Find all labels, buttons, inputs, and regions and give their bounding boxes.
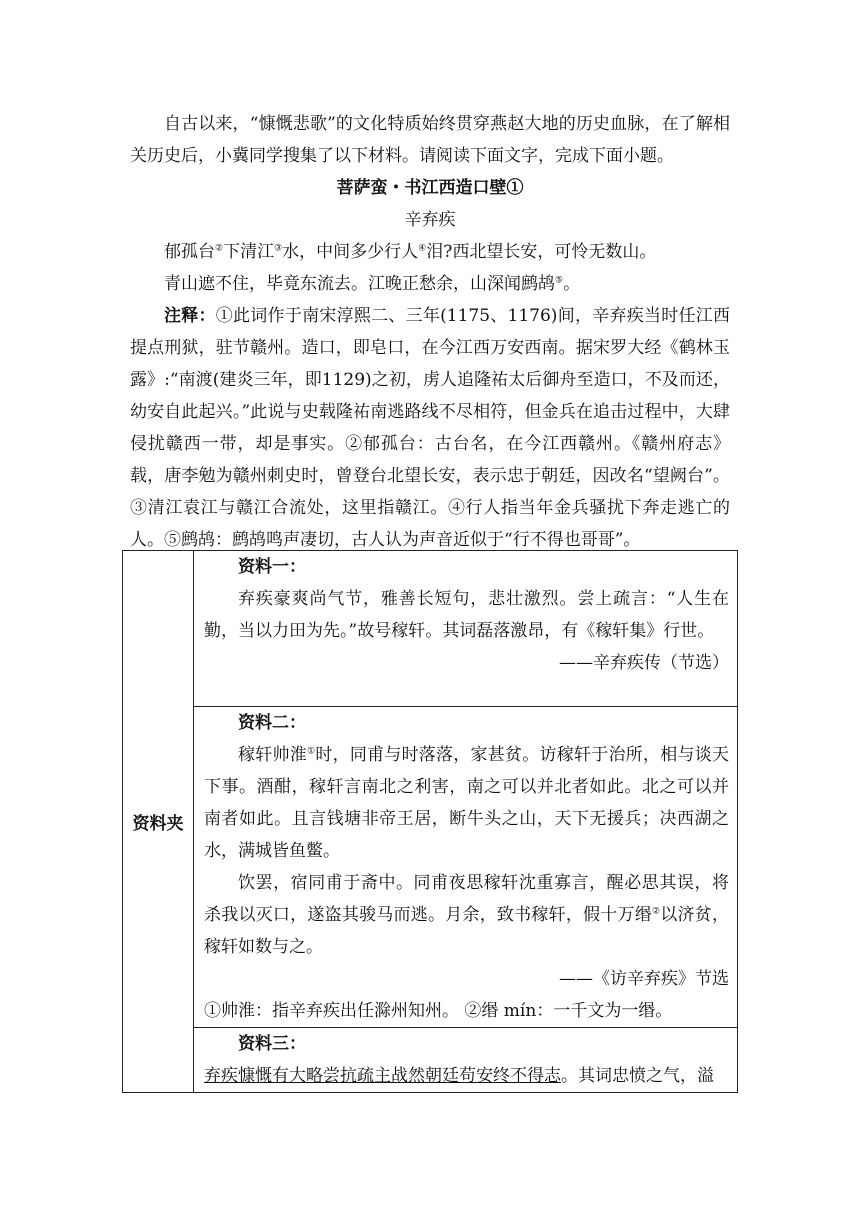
material-1-source: ——辛弃疾传（节选） — [559, 653, 729, 673]
material-3-cell — [194, 1028, 738, 1093]
intro-paragraph: 自古以来，“慷慨悲歌”的文化特质始终贯穿燕赵大地的历史血脉，在了解相关历史后，小冀同学搜集了以下材料。请阅读下面文字，完成下面小题。 — [130, 114, 730, 166]
material-1-text: 弃疾豪爽尚气节，雅善长短句，悲壮激烈。尝上疏言：“人生在勤，当以力田为先。”故号稼轩。其词磊落激昂，有《稼轩集》行世。 — [204, 589, 729, 641]
material-2-title: 资料二： — [238, 713, 306, 733]
material-3-underlined-text: 弃疾慷慨有大略尝抗疏主战然朝廷苟安终不得志 — [204, 1066, 561, 1086]
material-2-paragraph-1: 稼轩帅淮①时，同甫与时落落，家甚贫。访稼轩于治所，相与谈天下事。酒酣，稼轩言南北之利害，南之可以并北者如此。北之可以并南者如此。且言钱塘非帝王居，断牛头之山，天下无援兵；决西湖之水，满城皆鱼鳖。 — [204, 745, 730, 861]
material-2-source: ——《访辛弃疾》节选 — [559, 969, 729, 989]
material-2-paragraph-2: 饮罢，宿同甫于斋中。同甫夜思稼轩沈重寡言，醒必思其误，将杀我以灭口，遂盗其骏马而逃。月余，致书稼轩，假十万缗②以济贫，稼轩如数与之。 — [204, 873, 730, 957]
materials-table — [122, 550, 738, 1093]
poem-line-2: 青山遮不住，毕竟东流去。江晚正愁余，山深闻鹧鸪⑤。 — [164, 274, 581, 294]
notes-paragraph — [130, 300, 730, 556]
material-3-text: 弃疾慷慨有大略尝抗疏主战然朝廷苟安终不得志。其词忠愤之气，溢 — [204, 1066, 714, 1086]
material-1-title: 资料一： — [238, 557, 306, 577]
material-1-cell — [194, 551, 738, 707]
material-2-cell — [194, 707, 738, 1028]
notes-label: 注释： — [164, 306, 216, 326]
material-2-notes: ①帅淮：指辛弃疾出任滁州知州。 ②缗 mín：一千文为一缗。 — [204, 1001, 673, 1021]
material-3-title: 资料三： — [238, 1034, 306, 1054]
poem-author: 辛弃疾 — [404, 210, 456, 230]
poem-title: 菩萨蛮・书江西造口壁① — [336, 178, 524, 198]
poem-line-1: 郁孤台②下清江③水，中间多少行人④泪?西北望长安，可怜无数山。 — [164, 242, 657, 262]
notes-text: ①此词作于南宋淳熙二、三年(1175、1176)间，辛弃疾当时任江西提点刑狱，驻节赣州。造口，即皂口，在今江西万安西南。据宋罗大经《鹤林玉露》:“南渡(建炎三年，即1129)之初，虏人追隆祐太后御舟至造口，不及而还，幼安自此起兴。”此说与史载隆祐南逃路线不尽相符，但金兵在追击过程中，大肆侵扰赣西一带，却是事实。②郁孤台：古台名，在今江西赣州。《赣州府志》载，唐李勉为赣州刺史时，曾登台北望长安，表示忠于朝廷，因改名“望阙台”。③清江袁江与赣江合流处，这里指赣江。④行人指当年金兵骚扰下奔走逃亡的人。⑤鹧鸪：鹧鸪鸣声凄切，古人认为声音近似于“行不得也哥哥”。 — [130, 306, 731, 550]
materials-folder-label: 资料夹 — [123, 551, 194, 1093]
